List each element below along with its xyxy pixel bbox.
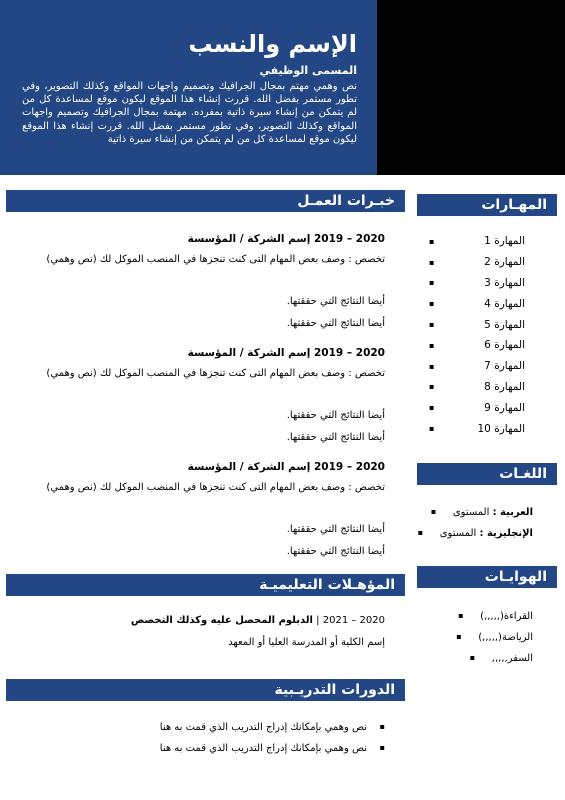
education-years: 2020 – 2021 | (316, 615, 385, 626)
job-result: أيضا النتائج التي حققتها. (286, 546, 385, 557)
job-title: 2020 – 2019 إسم الشركة / المؤسسة (187, 461, 385, 473)
language-level: المستوى (439, 528, 477, 539)
email-value[interactable]: info@bestfreecv.com (435, 90, 551, 103)
language-name: العربية : (492, 507, 533, 518)
job-result: أيضا النتائج التي حققتها. (286, 432, 385, 443)
header-panel (0, 0, 377, 175)
course-item: ▪ نص وهمي بإمكانك إدراج التدريب الذي قمت به هنا (160, 743, 367, 754)
hobby-item: ▪ السفر,,,,, (492, 653, 533, 664)
address-label: العنوان (513, 122, 549, 133)
profile-summary: نص وهمي مهتم بمجال الجرافيك وتصميم واجهات المواقع وكذلك التصوير، وفي تطور مستمر بفضل الله. قررت إنشاء هذا الموقع ليكون موقع لمساعدة كل من لم يتمكن من إنشاء سيرة ذاتية بمفرده. مهتمة بمجال الجرافيك وتصميم واجهات المواقع وكذلك التصوير، وفي تطور مستمر بفضل الله. قررت إنشاء هذا الموقع ليكون موقع لمساعدة كل من لم يتمكن من إنشاء سيرة ذاتية (22, 81, 357, 145)
skill-item: ▪ المهارة 7 (415, 356, 555, 377)
skill-item: ▪ المهارة 9 (415, 397, 555, 418)
skill-item: ▪ المهارة 5 (415, 314, 555, 335)
skills-list (415, 231, 555, 439)
job-title: 2020 – 2019 إسم الشركة / المؤسسة (187, 233, 385, 245)
job-result: أيضا النتائج التي حققتها. (286, 296, 385, 307)
education-degree: الدبلوم المحصل عليه وكذلك التخصص (130, 615, 313, 626)
course-item: ▪ نص وهمي بإمكانك إدراج التدريب الذي قمت به هنا (160, 722, 367, 733)
email-label: البريد (521, 75, 549, 86)
job-title: 2020 – 2019 إسم الشركة / المؤسسة (187, 347, 385, 359)
hobbies-header: الهوايـات (417, 566, 557, 588)
job-result: أيضا النتائج التي حققتها. (286, 318, 385, 329)
phone-label: الهاتف (515, 27, 549, 38)
courses-header: الدورات التدريـبية (6, 679, 405, 701)
job-description: تخصص : وصف بعض المهام التى كنت تنجزها في المنصب الموكل لك (نص وهمي) (46, 482, 385, 493)
skill-item: ▪ المهارة 8 (415, 377, 555, 398)
skill-item: ▪ المهارة 4 (415, 293, 555, 314)
languages-header: اللغـات (417, 463, 557, 485)
experience-header: خبـرات العمـل (6, 190, 405, 212)
job-description: تخصص : وصف بعض المهام التى كنت تنجزها في المنصب الموكل لك (نص وهمي) (46, 254, 385, 265)
skill-item: ▪ المهارة 1 (415, 231, 555, 252)
full-name: الإسم والنسب (188, 30, 357, 58)
phone-value: 0021200000000 (460, 42, 551, 55)
job-description: تخصص : وصف بعض المهام التى كنت تنجزها في المنصب الموكل لك (نص وهمي) (46, 368, 385, 379)
hobby-item: ▪ القراءة(,,,,,) (480, 611, 533, 622)
language-level: المستوى (452, 507, 490, 518)
skill-item: ▪ المهارة 6 (415, 335, 555, 356)
skills-header: المهـارات (417, 194, 557, 216)
education-degree-line (131, 615, 385, 626)
job-result: أيضا النتائج التي حققتها. (286, 524, 385, 535)
address-value: جدة ، المملكة العربية السعودية (409, 137, 551, 150)
skill-item: ▪ المهارة 10 (415, 418, 555, 439)
skill-item: ▪ المهارة 2 (415, 252, 555, 273)
language-item (440, 528, 533, 539)
job-result: أيضا النتائج التي حققتها. (286, 410, 385, 421)
job-title: المسمى الوظيفي (259, 64, 357, 77)
skill-item: ▪ المهارة 3 (415, 273, 555, 294)
hobby-item: ▪ الرياضة(,,,,,) (478, 632, 533, 643)
education-header: المؤهـلات التعليميـة (6, 574, 405, 596)
language-item (453, 507, 533, 518)
language-name: الإنجليزية : (479, 528, 533, 539)
education-school: إسم الكلية أو المدرسة العليا أو المعهد (228, 637, 385, 648)
